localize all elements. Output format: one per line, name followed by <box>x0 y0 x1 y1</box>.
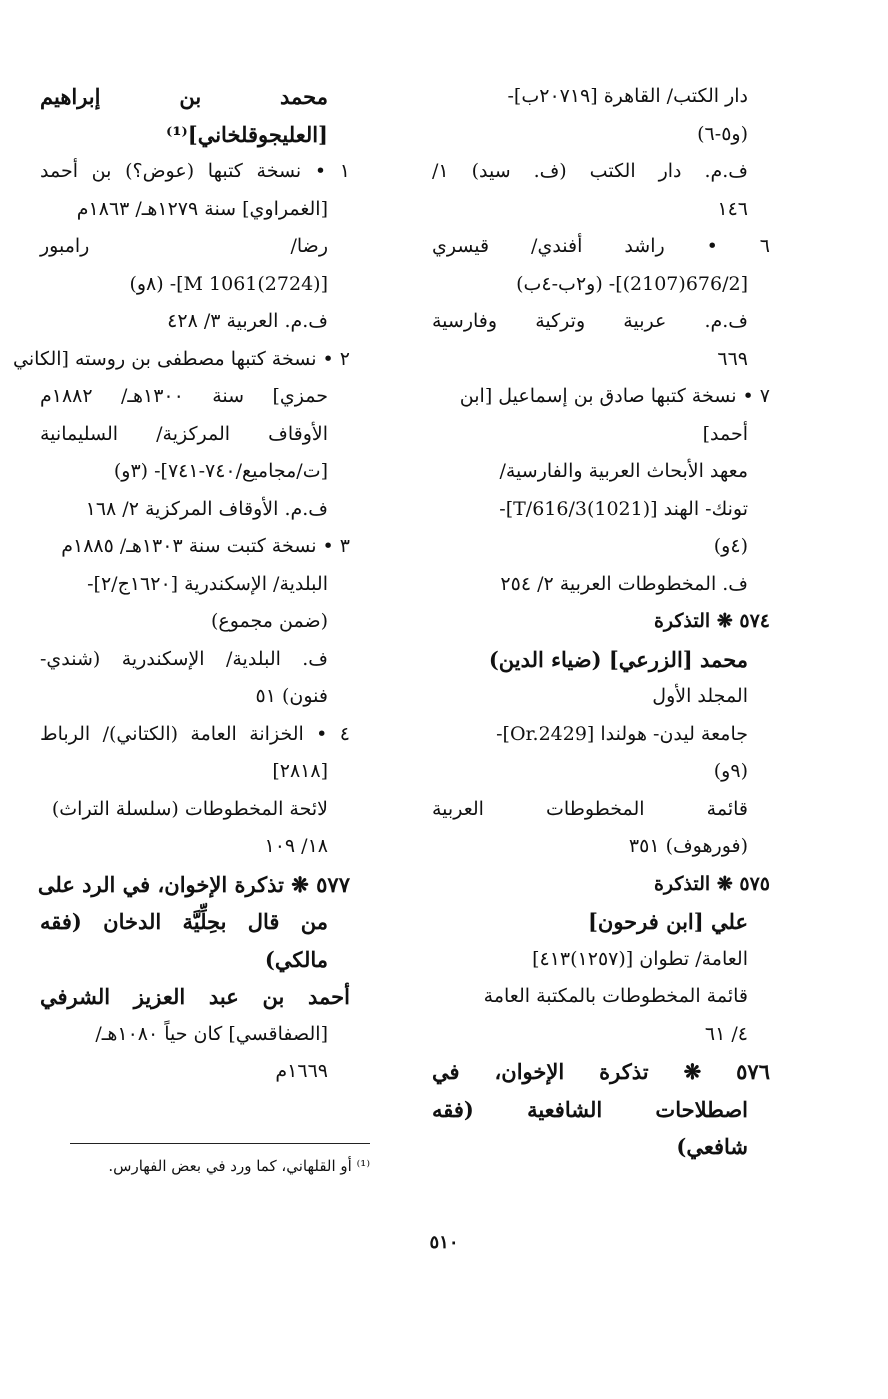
text-line: ف.م. العربية ٣/ ٤٢٨ <box>167 310 328 332</box>
text-line: (٩و) <box>713 760 748 782</box>
text-line: ف.م. دار الكتب (ف. سيد) ١/ <box>432 160 748 182</box>
text-line: أحمد] <box>702 422 748 445</box>
text-line: الأوقاف المركزية/ السليمانية <box>40 422 328 445</box>
text-line: ٧ • نسخة كتبها صادق بن إسماعيل [ابن <box>459 385 770 407</box>
text-line: [M 1061(2724)]- (٨و) <box>129 272 328 295</box>
text-line: ٥٧٤ ❋ التذكرة <box>653 610 770 632</box>
text-line: (فورهوف) ٣٥١ <box>628 835 748 857</box>
text-line: ١٤٦ <box>717 197 748 220</box>
text-line: لائحة المخطوطات (سلسلة التراث) <box>51 797 328 820</box>
text-line: البلدية/ الإسكندرية [١٦٢٠ج/٢]- <box>87 572 328 595</box>
text-line: ف. البلدية/ الإسكندرية (شندي- <box>40 647 328 670</box>
text-line: حمزي] سنة ١٣٠٠هـ/ ١٨٨٢م <box>40 385 328 407</box>
text-line: [ت/مجاميع/٧٤٠-٧٤١]- (٣و) <box>113 460 328 482</box>
text-line: قائمة المخطوطات بالمكتبة العامة <box>483 985 748 1007</box>
text-line: (ضمن مجموع) <box>210 610 328 632</box>
text-line: معهد الأبحاث العربية والفارسية/ <box>499 460 748 482</box>
text-line: جامعة ليدن- هولندا [Or.2429]- <box>496 722 748 745</box>
text-line: اصطلاحات الشافعية (فقه <box>432 1096 748 1122</box>
text-line: مالكي) <box>264 946 328 972</box>
text-line: من قال بحِلِّيَّة الدخان (فقه <box>40 909 328 934</box>
text-line: ١ • نسخة كتبها (عوض؟) بن أحمد <box>40 160 350 182</box>
text-line: ٦٦٩ <box>717 347 748 370</box>
text-line: ف.م. الأوقاف المركزية ٢/ ١٦٨ <box>85 497 328 520</box>
text-line: دار الكتب/ القاهرة [٢٠٧١٩ب]- <box>507 85 748 107</box>
text-line: ١٨/ ١٠٩ <box>264 835 328 857</box>
text-line: شافعي) <box>676 1134 748 1159</box>
text-line: [676/2(2107)]- (و٢ب-٤ب) <box>516 272 748 295</box>
text-line: أحمد بن عبد العزيز الشرفي <box>40 984 350 1009</box>
text-line: ٥٧٦ ❋ تذكرة الإخوان، في <box>432 1059 770 1084</box>
text-line: ف. المخطوطات العربية ٢/ ٢٥٤ <box>500 572 748 595</box>
text-line: ٥٧٥ ❋ التذكرة <box>653 872 770 895</box>
text-line: (و٥-٦) <box>697 122 748 145</box>
text-line: محمد [الزرعي] (ضياء الدين) <box>488 646 748 672</box>
text-line: [الصفاقسي] كان حياً ١٠٨٠هـ/ <box>95 1022 328 1045</box>
text-line: العامة/ تطوان [(١٢٥٧)٤١٣] <box>532 947 748 970</box>
text-line: ٢ • نسخة كتبها مصطفى بن روسته [الكاني <box>13 347 350 370</box>
text-line: فنون) ٥١ <box>255 685 328 707</box>
page-number: ٥١٠ <box>429 1232 459 1253</box>
text-line: [٢٨١٨] <box>272 760 328 782</box>
text-line: ٦ • راشد أفندي/ قيسري <box>432 235 770 257</box>
text-line: قائمة المخطوطات العربية <box>432 797 748 820</box>
text-line: [الغمراوي] سنة ١٢٧٩هـ/ ١٨٦٣م <box>76 197 328 220</box>
text-line: ٥٧٧ ❋ تذكرة الإخوان، في الرد على <box>37 871 350 897</box>
text-line: رضا/ رامبور <box>40 235 328 257</box>
text-line: ٤/ ٦١ <box>704 1022 748 1045</box>
text-line: محمد بن إبراهيم <box>40 84 328 109</box>
right-column <box>432 78 770 1166</box>
text-line: ف.م. عربية وتركية وفارسية <box>432 310 748 332</box>
left-column <box>13 78 350 1091</box>
text-line: [العليجوقلخاني]⁽¹⁾ <box>166 121 328 147</box>
text-line: المجلد الأول <box>652 685 748 707</box>
text-line: ٣ • نسخة كتبت سنة ١٣٠٣هـ/ ١٨٨٥م <box>61 535 350 557</box>
text-line: ١٦٦٩م <box>275 1060 328 1082</box>
text-line: علي [ابن فرحون] <box>587 909 748 934</box>
text-line: تونك- الهند [T/616/3(1021)]- <box>499 497 748 520</box>
text-line: ٤ • الخزانة العامة (الكتاني)/ الرباط <box>40 722 350 745</box>
footnote-divider <box>70 1143 370 1144</box>
text-line: (٤و) <box>713 535 748 557</box>
footnote: ⁽¹⁾ أو القلهاني، كما ورد في بعض الفهارس. <box>108 1157 370 1175</box>
